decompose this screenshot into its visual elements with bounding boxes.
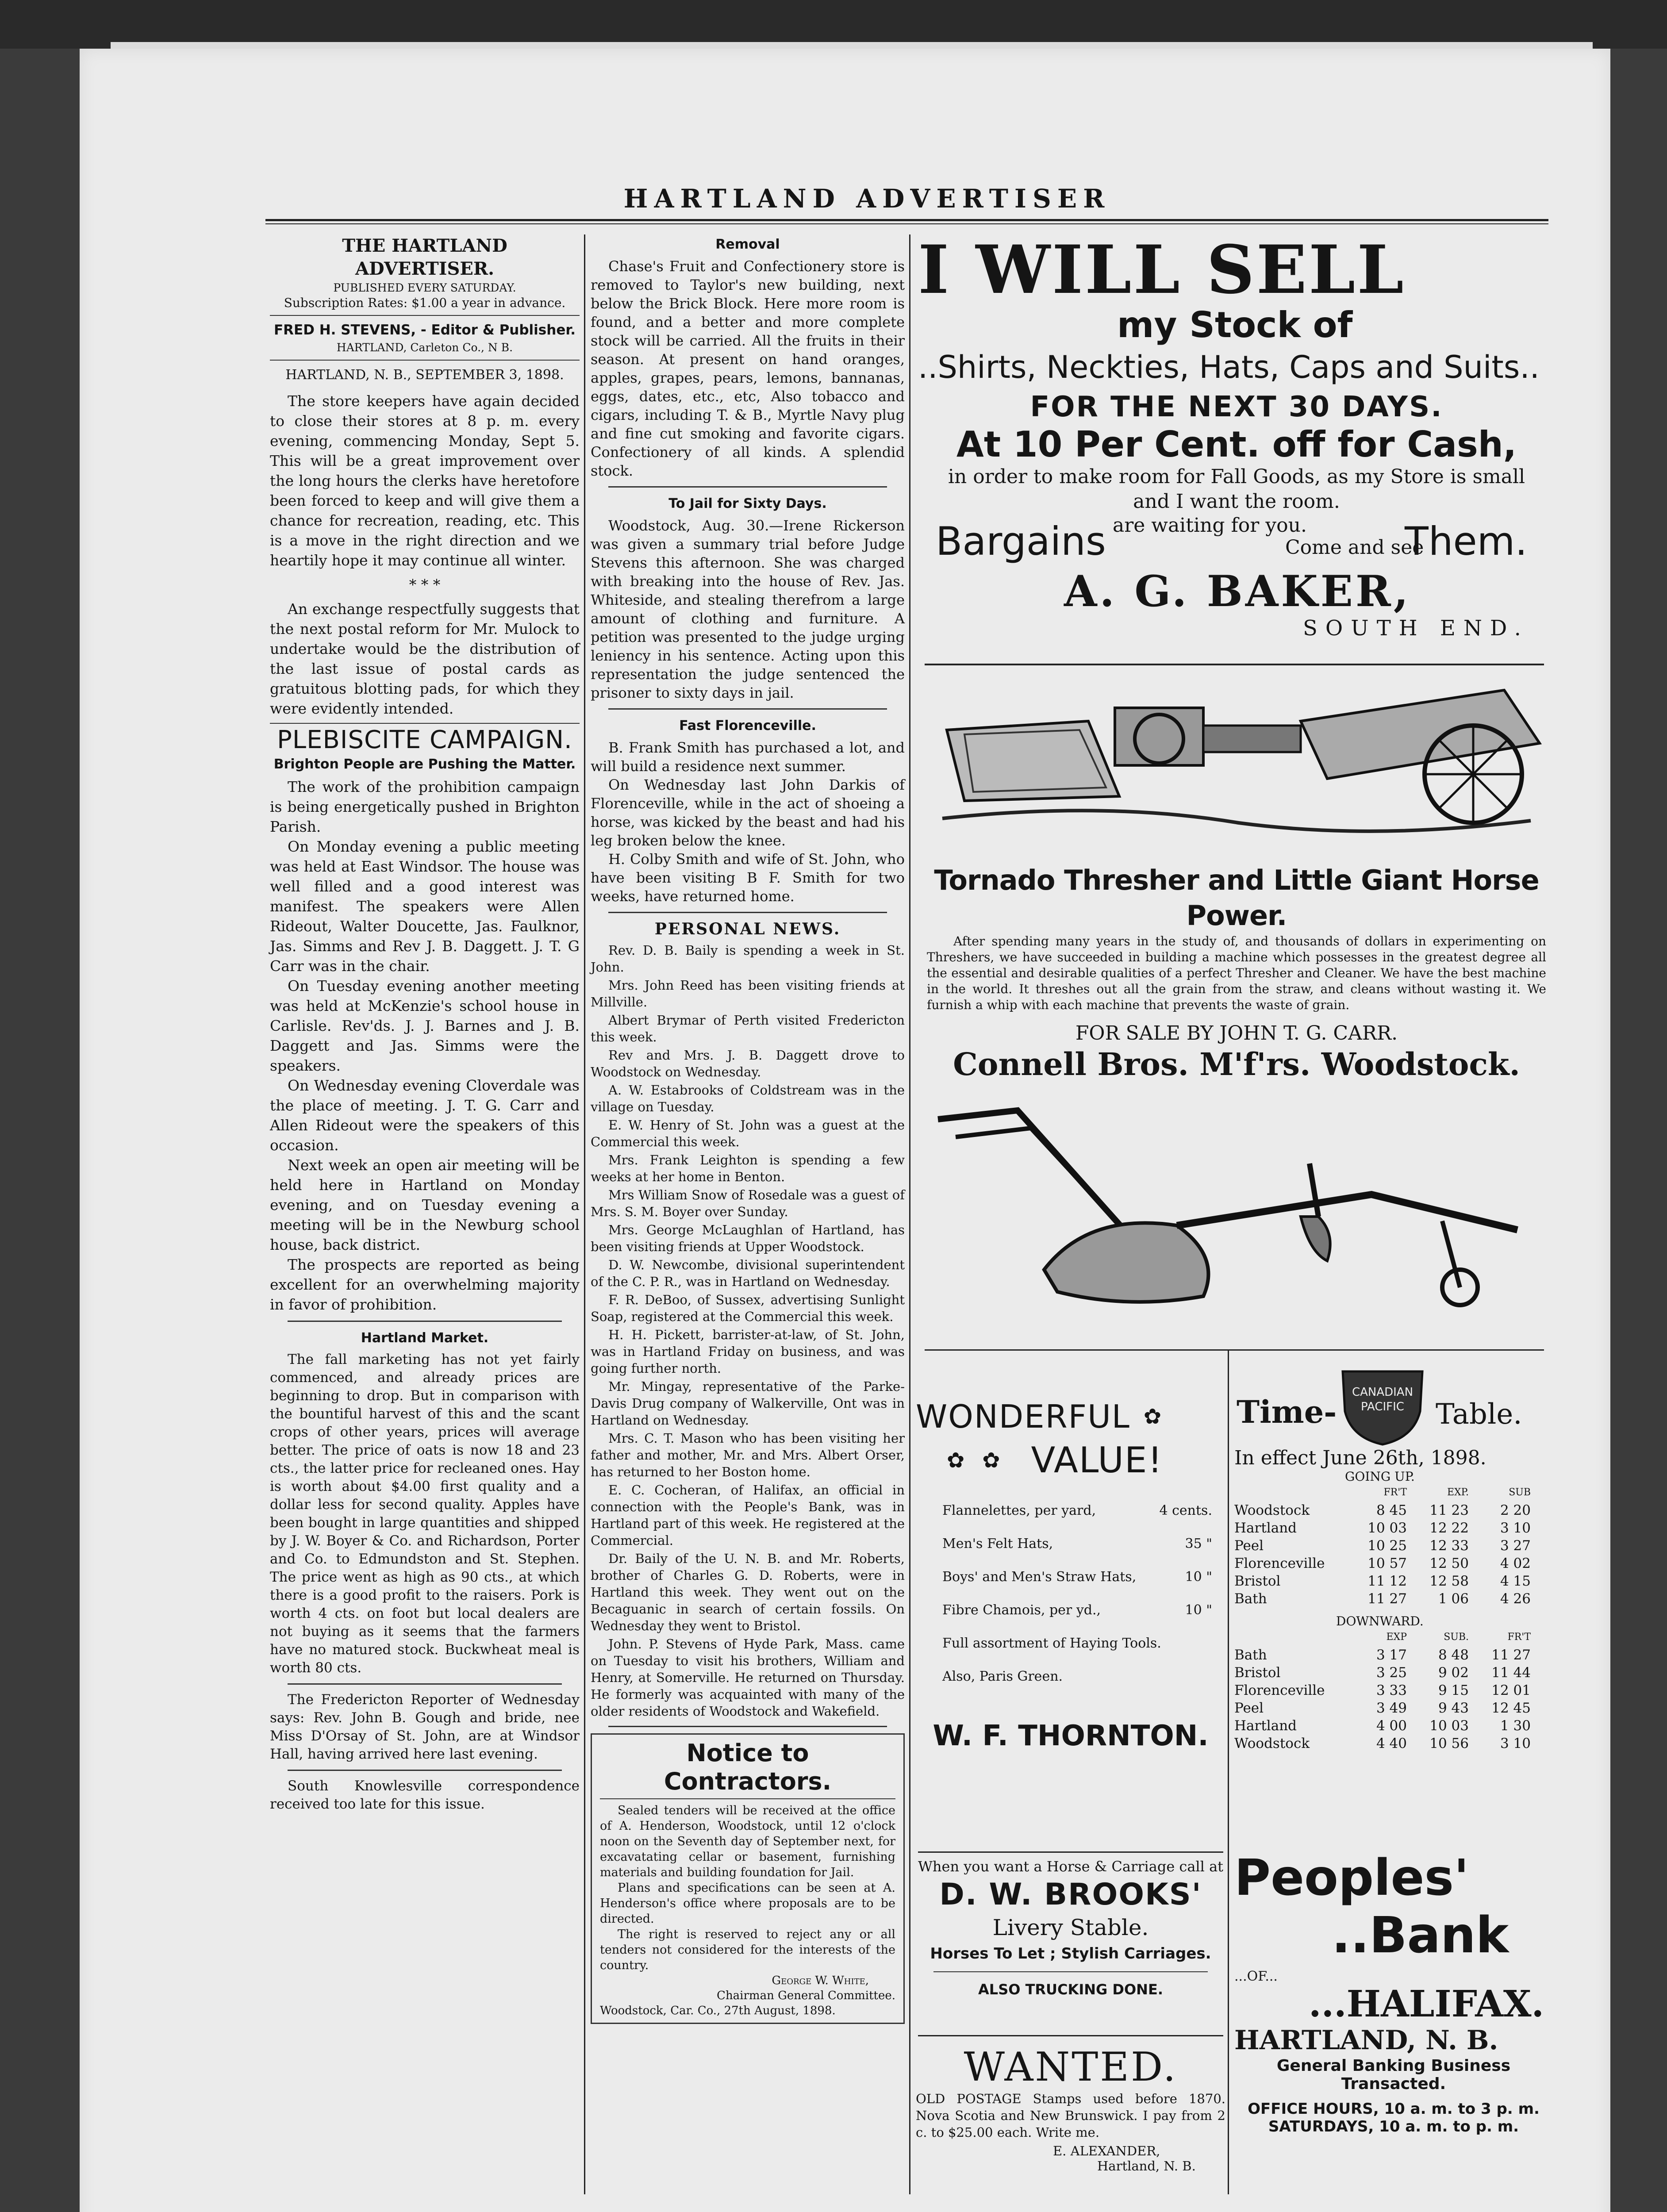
timetable-row bbox=[1234, 1572, 1553, 1590]
reporter-paragraph: The Fredericton Reporter of Wednesday says: Rev. John B. Gough and bride, nee Miss D'Orsay of St. John, are at Windsor Hall, having arrived here last evening. bbox=[270, 1692, 580, 1762]
market-headline: Hartland Market. bbox=[361, 1330, 489, 1346]
timetable-time: 9 02 bbox=[1438, 1665, 1469, 1681]
timetable-station: Bath bbox=[1234, 1647, 1267, 1663]
florenceville-headline: Fast Florenceville. bbox=[679, 718, 816, 733]
divider bbox=[288, 1683, 562, 1685]
campaign-paragraph: On Tuesday evening another meeting was held at McKenzie's school house in Carlisle. Rev'ds. J. J. Barnes and J. B. Daggett and Jas. Simms were the speakers. bbox=[270, 977, 580, 1074]
divider bbox=[608, 486, 887, 488]
price-row bbox=[942, 1602, 1212, 1618]
jail-headline: To Jail for Sixty Days. bbox=[668, 496, 827, 511]
dateline: HARTLAND, N. B., SEPTEMBER 3, 1898. bbox=[285, 367, 564, 383]
thresher-advertisement bbox=[918, 863, 1555, 1084]
timetable-column-header: SUB bbox=[1509, 1487, 1531, 1498]
thresher-machine-icon bbox=[929, 668, 1544, 845]
baker-name: A. G. BAKER, bbox=[1064, 566, 1411, 616]
timetable-time: 11 23 bbox=[1429, 1502, 1469, 1518]
divider bbox=[270, 723, 580, 724]
timetable-row bbox=[1234, 1537, 1553, 1555]
divider bbox=[608, 912, 887, 913]
section-stars: * * * bbox=[409, 576, 441, 593]
thornton-extra: Full assortment of Haying Tools. bbox=[942, 1636, 1161, 1651]
column-2 bbox=[591, 234, 905, 2024]
price-item-price: 10 " bbox=[1185, 1569, 1212, 1585]
timetable-column-header: EXP. bbox=[1447, 1487, 1469, 1498]
timetable-time: 4 26 bbox=[1500, 1591, 1531, 1607]
timetable-down-rows bbox=[1234, 1646, 1553, 1752]
campaign-paragraph: On Monday evening a public meeting was held at East Windsor. The house was well filled and a good interest was manifest. The speakers were Allen Rideout, Walter Doucette, Jas. Faulknor, Jas. Simms and Rev J. B. Daggett. J. T. G Carr was in the chair. bbox=[270, 838, 580, 975]
personal-news-item: A. W. Estabrooks of Coldstream was in the village on Tuesday. bbox=[591, 1083, 905, 1114]
personal-news-item: Mrs. C. T. Mason who has been visiting her father and mother, Mr. and Mrs. Albert Orser, has returned to her Boston home. bbox=[591, 1431, 905, 1479]
baker-come: Come and see bbox=[1285, 536, 1424, 559]
thresher-sale: FOR SALE BY JOHN T. G. CARR. bbox=[1075, 1022, 1398, 1045]
brooks-advertisement bbox=[916, 1858, 1225, 1998]
bank-transacted: Transacted. bbox=[1341, 2075, 1446, 2093]
notice-date: Woodstock, Car. Co., 27th August, 1898. bbox=[600, 2004, 836, 2017]
editorial-paragraph: The store keepers have again decided to close their stores at 8 p. m. every evening, commencing Monday, Sept 5. This will be a great improvement over the long hours the clerks have heretofore been forced to keep and will give them a chance for recreation, reading, etc. This is a move in the right direction and we heartily hope it may continue all winter. bbox=[270, 392, 580, 569]
timetable-time: 4 00 bbox=[1376, 1718, 1407, 1734]
thresher-maker: Connell Bros. M'f'rs. Woodstock. bbox=[953, 1046, 1520, 1083]
campaign-paragraph: Next week an open air meeting will be held here in Hartland on Monday evening, and on Tuesday evening a meeting will be in the Newburg school house, back district. bbox=[270, 1156, 580, 1253]
timetable-station: Hartland bbox=[1234, 1520, 1297, 1536]
personal-news-item: E. W. Henry of St. John was a guest at the Commercial this week. bbox=[591, 1118, 905, 1149]
market-paragraph: The fall marketing has not yet fairly commenced, and already prices are beginning to drop. But in comparison with the bountiful harvest of this and the scant crops of other years, prices will average better. The price of oats is now 18 and 23 cts., the latter price for recleaned ones. Hay is worth about $4.00 first quality and a dollar less for second quality. Apples have been bought in large quantities and shipped by J. W. Boyer & Co. and Richardson, Porter and Co. to Edmundston and St. Stephen. The price went as high as 90 cts., at which there is a good profit to the raisers. Pork is worth 4 cts. on foot but local dealers are not buying as it seems that the farmers have no matured stock. Buckwheat meal is worth 80 cts. bbox=[270, 1352, 580, 1676]
thornton-title-row bbox=[916, 1398, 1225, 1435]
bank-hartland: HARTLAND, N. B. bbox=[1234, 2025, 1498, 2056]
price-item-price: 35 " bbox=[1185, 1536, 1212, 1551]
baker-south-end: SOUTH END. bbox=[1303, 616, 1529, 641]
shield-text-2: PACIFIC bbox=[1361, 1400, 1404, 1413]
timetable-time: 4 40 bbox=[1376, 1736, 1407, 1751]
timetable-row bbox=[1234, 1555, 1553, 1572]
timetable-station: Bristol bbox=[1234, 1665, 1281, 1681]
price-item-name: Fibre Chamois, per yd., bbox=[942, 1602, 1101, 1618]
removal-headline: Removal bbox=[715, 237, 780, 252]
personal-news-headline: PERSONAL NEWS. bbox=[654, 920, 841, 938]
timetable-time: 3 33 bbox=[1376, 1682, 1407, 1698]
editor-line: FRED H. STEVENS, - Editor & Publisher. bbox=[273, 322, 576, 338]
thornton-title-1: WONDERFUL bbox=[916, 1398, 1130, 1435]
timetable-station: Peel bbox=[1234, 1538, 1264, 1554]
notice-paragraph: Sealed tenders will be received at the office of A. Henderson, Woodstock, until 12 o'clock noon on the Seventh day of September next, for excavatating cellar or basement, furnishing materials and building foundation for Jail. bbox=[600, 1804, 895, 1879]
timetable-time: 9 15 bbox=[1438, 1682, 1469, 1698]
bank-advertisement bbox=[1234, 1849, 1553, 2135]
timetable-column-header: SUB. bbox=[1444, 1632, 1469, 1643]
baker-days-line: FOR THE NEXT 30 DAYS. bbox=[1030, 391, 1443, 423]
timetable-down-header bbox=[1234, 1628, 1553, 1646]
timetable-time: 12 50 bbox=[1429, 1555, 1469, 1571]
timetable-time: 3 10 bbox=[1500, 1520, 1531, 1536]
divider bbox=[270, 315, 580, 316]
thornton-name: W. F. THORNTON. bbox=[933, 1720, 1209, 1752]
bank-of: ...OF... bbox=[1234, 1969, 1278, 1984]
masthead: HARTLAND ADVERTISER bbox=[623, 184, 1111, 214]
personal-news-item: Rev and Mrs. J. B. Daggett drove to Woodstock on Wednesday. bbox=[591, 1048, 905, 1079]
personal-news-item: Mrs. George McLaughlan of Hartland, has been visiting friends at Upper Woodstock. bbox=[591, 1222, 905, 1254]
ad-divider bbox=[925, 664, 1544, 665]
timetable-row bbox=[1234, 1519, 1553, 1537]
notice-box bbox=[591, 1733, 905, 2024]
wanted-place: Hartland, N. B. bbox=[1097, 2158, 1196, 2174]
notice-signature-title: Chairman General Committee. bbox=[717, 1989, 895, 2002]
timetable-time: 10 25 bbox=[1367, 1538, 1407, 1554]
timetable-time: 12 01 bbox=[1491, 1682, 1531, 1698]
canadian-pacific-shield-icon bbox=[1338, 1363, 1427, 1447]
timetable-title-right: Table. bbox=[1436, 1398, 1522, 1431]
baker-goods-line: ..Shirts, Neckties, Hats, Caps and Suits.. bbox=[918, 349, 1540, 385]
wanted-advertisement bbox=[916, 2044, 1225, 2174]
personal-news-item: Albert Brymar of Perth visited Fredericton this week. bbox=[591, 1013, 905, 1045]
florenceville-paragraph: On Wednesday last John Darkis of Florenceville, while in the act of shoeing a horse, was kicked by the beast and had his leg broken below the knee. bbox=[591, 776, 905, 849]
timetable-time: 9 43 bbox=[1438, 1700, 1469, 1716]
divider bbox=[270, 360, 580, 361]
timetable-time: 2 20 bbox=[1500, 1502, 1531, 1518]
thresher-title: Tornado Thresher and Little Giant Horse Power. bbox=[934, 864, 1539, 932]
personal-news-item: Mr. Mingay, representative of the Parke-Davis Drug company of Walkerville, Ont was in Hartland on Wednesday. bbox=[591, 1379, 905, 1428]
notice-paragraph: Plans and specifications can be seen at A. Henderson's office where proposals are to be directed. bbox=[600, 1881, 895, 1926]
baker-bargains-row bbox=[918, 514, 1555, 567]
baker-reason-line: in order to make room for Fall Goods, as my Store is small bbox=[948, 465, 1525, 488]
timetable-time: 10 03 bbox=[1429, 1718, 1469, 1734]
timetable-time: 3 49 bbox=[1376, 1700, 1407, 1716]
knowlesville-paragraph: South Knowlesville correspondence received too late for this issue. bbox=[270, 1778, 580, 1812]
timetable-time: 8 45 bbox=[1376, 1502, 1407, 1518]
baker-them: Them. bbox=[1405, 518, 1528, 564]
thresher-body: After spending many years in the study of, and thousands of dollars in experimenting on Threshers, we have succeeded in building a machine which possesses in the greatest degree all the essential and desirable qualities of a perfect Thresher and Cleaner. We have the best machine in the world. It threshes out all the grain from the straw, and cleans without wasting it. We furnish a whip with each machine that prevents the waste of grain. bbox=[927, 934, 1546, 1012]
timetable-up-header bbox=[1234, 1484, 1553, 1502]
campaign-headline: PLEBISCITE CAMPAIGN. bbox=[277, 726, 572, 754]
timetable-time: 11 12 bbox=[1367, 1573, 1407, 1589]
removal-paragraph: Chase's Fruit and Confectionery store is removed to Taylor's new building, next below the Brick Block. Here more room is found, and a better and more complete stock will be carried. All the fruits in their season. At present on hand oranges, apples, grapes, pears, lemons, bannanas, eggs, dates, etc., etc, Also tobacco and cigars, including T. & B., Myrtle Navy plug and fine cut smoking and favorite cigars. Confectionery of all kinds. A splendid stock. bbox=[591, 258, 905, 479]
timetable-time: 3 27 bbox=[1500, 1538, 1531, 1554]
timetable-header bbox=[1234, 1363, 1553, 1447]
personal-news-item: Mrs William Snow of Rosedale was a guest of Mrs. S. M. Boyer over Sunday. bbox=[591, 1187, 905, 1219]
timetable-time: 12 22 bbox=[1429, 1520, 1469, 1536]
campaign-paragraph: The prospects are reported as being excellent for an overwhelming majority in favor of prohibition. bbox=[270, 1256, 580, 1313]
personal-news-item: Rev. D. B. Baily is spending a week in St. John. bbox=[591, 943, 905, 975]
bank-general: General Banking Business bbox=[1276, 2057, 1511, 2075]
baker-room-line: and I want the room. bbox=[1133, 490, 1340, 513]
personal-news-item: E. C. Cocheran, of Halifax, an official in connection with the People's Bank, was in Hartland part of this week. He registered at the Commercial. bbox=[591, 1482, 905, 1548]
thornton-advertisement bbox=[916, 1398, 1225, 1752]
timetable-time: 3 17 bbox=[1376, 1647, 1407, 1663]
brooks-trucking: ALSO TRUCKING DONE. bbox=[978, 1981, 1163, 1998]
timetable-station: Florenceville bbox=[1234, 1555, 1325, 1571]
timetable-column-header: FR'T bbox=[1507, 1632, 1531, 1643]
ad-divider bbox=[918, 1851, 1223, 1853]
personal-news-item: D. W. Newcombe, divisional superintendent of the C. P. R., was in Hartland on Wednesday. bbox=[591, 1257, 905, 1289]
florenceville-paragraph: B. Frank Smith has purchased a lot, and will build a residence next summer. bbox=[591, 739, 905, 775]
personal-news-item: Mrs. John Reed has been visiting friends at Millville. bbox=[591, 978, 905, 1010]
timetable-time: 10 03 bbox=[1367, 1520, 1407, 1536]
brooks-name: D. W. BROOKS' bbox=[939, 1877, 1202, 1912]
price-item-price: 4 cents. bbox=[1159, 1503, 1212, 1518]
notice-headline: Notice to Contractors. bbox=[664, 1739, 832, 1795]
timetable-row bbox=[1234, 1590, 1553, 1608]
timetable-downward: DOWNWARD. bbox=[1336, 1614, 1424, 1628]
timetable-time: 3 10 bbox=[1500, 1736, 1531, 1751]
wanted-body: OLD POSTAGE Stamps used before 1870. Nova Scotia and New Brunswick. I pay from 2 c. to $25.00 each. Write me. bbox=[916, 2091, 1225, 2140]
bank-halifax: ...HALIFAX. bbox=[1309, 1983, 1544, 2025]
timetable-advertisement bbox=[1234, 1363, 1553, 1752]
campaign-paragraph: On Wednesday evening Cloverdale was the place of meeting. J. T. G. Carr and Allen Rideout were the speakers of this occasion. bbox=[270, 1077, 580, 1154]
masthead-rule bbox=[265, 219, 1548, 221]
thornton-extra: Also, Paris Green. bbox=[942, 1669, 1063, 1684]
flower-ornament-icon: ✿ bbox=[1143, 1404, 1162, 1429]
timetable-row bbox=[1234, 1682, 1553, 1699]
baker-discount-line: At 10 Per Cent. off for Cash, bbox=[956, 424, 1517, 465]
plow-icon bbox=[929, 1102, 1548, 1332]
divider bbox=[288, 1770, 562, 1771]
personal-news-item: H. H. Pickett, barrister-at-law, of St. John, was in Hartland Friday on business, and was going further north. bbox=[591, 1327, 905, 1376]
timetable-station: Woodstock bbox=[1234, 1736, 1310, 1751]
price-row bbox=[942, 1569, 1212, 1585]
timetable-time: 11 27 bbox=[1367, 1591, 1407, 1607]
paper-title: THE HARTLAND ADVERTISER. bbox=[342, 235, 507, 279]
scan-background bbox=[0, 0, 1667, 49]
timetable-station: Hartland bbox=[1234, 1718, 1297, 1734]
wanted-name: E. ALEXANDER, bbox=[1053, 2143, 1160, 2158]
flower-ornament-icon: ✿ bbox=[947, 1448, 965, 1473]
thornton-price-list bbox=[942, 1503, 1212, 1618]
timetable-time: 11 44 bbox=[1491, 1665, 1531, 1681]
timetable-row bbox=[1234, 1717, 1553, 1735]
wanted-title: WANTED. bbox=[964, 2044, 1178, 2090]
bank-peoples: Peoples' bbox=[1234, 1849, 1469, 1907]
timetable-row bbox=[1234, 1502, 1553, 1519]
column-divider bbox=[1228, 1349, 1229, 2194]
published-line: PUBLISHED EVERY SATURDAY. bbox=[333, 281, 516, 294]
brooks-horses: Horses To Let ; Stylish Carriages. bbox=[930, 1945, 1211, 1962]
timetable-time: 11 27 bbox=[1491, 1647, 1531, 1663]
timetable-effect: In effect June 26th, 1898. bbox=[1234, 1447, 1486, 1469]
timetable-station: Peel bbox=[1234, 1700, 1264, 1716]
timetable-row bbox=[1234, 1735, 1553, 1752]
timetable-column-header: EXP bbox=[1386, 1632, 1407, 1643]
editor-place: HARTLAND, Carleton Co., N B. bbox=[336, 341, 513, 354]
baker-advertisement bbox=[918, 231, 1555, 659]
timetable-time: 10 57 bbox=[1367, 1555, 1407, 1571]
timetable-time: 12 33 bbox=[1429, 1538, 1469, 1554]
subscription-line: Subscription Rates: $1.00 a year in advance. bbox=[284, 296, 566, 310]
price-item-name: Flannelettes, per yard, bbox=[942, 1503, 1096, 1518]
thornton-title-row-2 bbox=[916, 1440, 1225, 1481]
price-item-price: 10 " bbox=[1185, 1602, 1212, 1618]
price-row bbox=[942, 1536, 1212, 1551]
personal-news-item: John. P. Stevens of Hyde Park, Mass. came on Tuesday to visit his brothers, William and Henry, at Somerville. He returned on Thursday. He formerly was acquainted with many of the older residents of Woodstock and Wakefield. bbox=[591, 1636, 905, 1719]
notice-paragraph: The right is reserved to reject any or all tenders not considered for the interests of the country. bbox=[600, 1928, 895, 1972]
timetable-time: 4 15 bbox=[1500, 1573, 1531, 1589]
jail-paragraph: Woodstock, Aug. 30.—Irene Rickerson was given a summary trial before Judge Stevens this afternoon. She was charged with breaking into the house of Rev. Jas. Whiteside, and stealing therefrom a large amount of clothing and furniture. A petition was presented to the judge urging leniency in his sentence. Acting upon this representation the judge sentenced the prisoner to sixty days in jail. bbox=[591, 517, 905, 701]
timetable-time: 12 58 bbox=[1429, 1573, 1469, 1589]
divider bbox=[608, 1726, 887, 1727]
bank-saturdays: SATURDAYS, 10 a. m. to p. m. bbox=[1268, 2118, 1519, 2135]
timetable-time: 1 06 bbox=[1438, 1591, 1469, 1607]
florenceville-paragraph: H. Colby Smith and wife of St. John, who have been visiting B F. Smith for two weeks, have returned home. bbox=[591, 851, 905, 905]
divider bbox=[608, 708, 887, 710]
timetable-row bbox=[1234, 1646, 1553, 1664]
thornton-title-2: VALUE! bbox=[1031, 1440, 1163, 1481]
column-1 bbox=[270, 234, 580, 1813]
timetable-time: 8 48 bbox=[1438, 1647, 1469, 1663]
flower-ornament-icon: ✿ bbox=[982, 1448, 1000, 1473]
timetable-up-rows bbox=[1234, 1502, 1553, 1608]
timetable-time: 3 25 bbox=[1376, 1665, 1407, 1681]
column-divider bbox=[909, 234, 910, 2194]
bank-hours: OFFICE HOURS, 10 a. m. to 3 p. m. bbox=[1248, 2100, 1540, 2118]
baker-headline: I WILL SELL bbox=[918, 231, 1406, 309]
timetable-time: 12 45 bbox=[1491, 1700, 1531, 1716]
timetable-row bbox=[1234, 1664, 1553, 1682]
price-item-name: Men's Felt Hats, bbox=[942, 1536, 1053, 1551]
divider bbox=[288, 1321, 562, 1322]
editorial-paragraph: An exchange respectfully suggests that the next postal reform for Mr. Mulock to undertake would be the distribution of the last issue of postal cards as gratuitous blotting pads, for which they were evidently intended. bbox=[270, 600, 580, 717]
campaign-subhead: Brighton People are Pushing the Matter. bbox=[273, 757, 576, 772]
timetable-row bbox=[1234, 1699, 1553, 1717]
baker-bargains: Bargains bbox=[936, 518, 1106, 564]
timetable-station: Woodstock bbox=[1234, 1502, 1310, 1518]
baker-stock-line: my Stock of bbox=[1117, 304, 1353, 346]
campaign-paragraph: The work of the prohibition campaign is being energetically pushed in Brighton Parish. bbox=[270, 778, 580, 835]
brooks-intro: When you want a Horse & Carriage call at bbox=[918, 1858, 1223, 1875]
price-row bbox=[942, 1503, 1212, 1518]
timetable-station: Bath bbox=[1234, 1591, 1267, 1607]
personal-news-item: F. R. DeBoo, of Sussex, advertising Sunlight Soap, registered at the Commercial this week. bbox=[591, 1292, 905, 1324]
personal-news-item: Dr. Baily of the U. N. B. and Mr. Roberts, brother of Charles G. D. Roberts, were in Hartland this week. They went out on the Becaguanic in search of certain fossils. On Wednesday they went to Bristol. bbox=[591, 1551, 905, 1633]
timetable-time: 10 56 bbox=[1429, 1736, 1469, 1751]
baker-waiting: are waiting for you. bbox=[1113, 514, 1307, 537]
timetable-time: 1 30 bbox=[1500, 1718, 1531, 1734]
masthead-rule-thin bbox=[265, 223, 1548, 224]
timetable-title-left: Time- bbox=[1237, 1394, 1337, 1430]
timetable-column-header: FR'T bbox=[1383, 1487, 1407, 1498]
notice-signature: George W. White, bbox=[772, 1974, 869, 1987]
brooks-stable: Livery Stable. bbox=[992, 1915, 1149, 1940]
personal-news-item: Mrs. Frank Leighton is spending a few weeks at her home in Benton. bbox=[591, 1152, 905, 1184]
column-divider bbox=[584, 234, 585, 2194]
personal-news-list bbox=[591, 942, 905, 1720]
price-item-name: Boys' and Men's Straw Hats, bbox=[942, 1569, 1137, 1585]
bank-bank: ..Bank bbox=[1332, 1907, 1509, 1964]
timetable-station: Bristol bbox=[1234, 1573, 1281, 1589]
timetable-time: 4 02 bbox=[1500, 1555, 1531, 1571]
timetable-station: Florenceville bbox=[1234, 1682, 1325, 1698]
shield-text-1: CANADIAN bbox=[1352, 1386, 1413, 1399]
ad-divider bbox=[918, 2035, 1223, 2036]
timetable-going-up: GOING UP. bbox=[1345, 1469, 1415, 1484]
ad-divider bbox=[925, 1349, 1544, 1351]
